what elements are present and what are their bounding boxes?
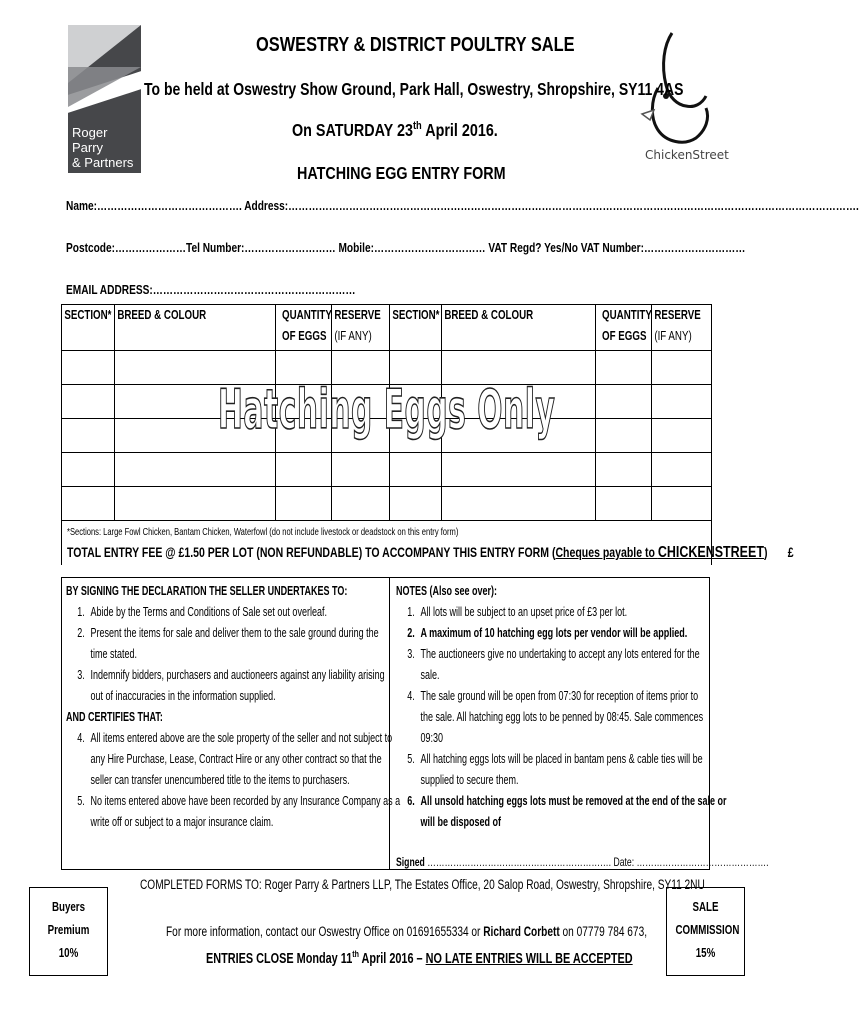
signature-line[interactable]: Signed ………………………………………………………. Date: ……………………………………….: [396, 855, 769, 869]
list-item: sale.: [420, 668, 440, 682]
logo-line-2: & Partners: [72, 155, 134, 170]
completed-forms-line: COMPLETED FORMS TO: Roger Parry & Partners LLP, The Estates Office, 20 Salop Road, Oswestry, Shropshire, SY11 2NU: [140, 877, 705, 892]
venue-line: To be held at Oswestry Show Ground, Park Hall, Oswestry, Shropshire, SY11 4AS: [144, 79, 684, 99]
roger-parry-logo: [68, 25, 141, 173]
list-item: 3. Indemnify bidders, purchasers and auctioneers against any liability arising: [77, 668, 385, 682]
sections-note-row: [62, 521, 712, 566]
list-item: 2. A maximum of 10 hatching egg lots per vendor will be applied.: [407, 626, 688, 640]
contact-field[interactable]: Postcode:…………………Tel Number:……………………… Mobile:…………………………… VAT Regd? Yes/No VAT Number:…………………………: [66, 240, 746, 255]
list-item: 1. Abide by the Terms and Conditions of Sale set out overleaf.: [77, 605, 327, 619]
table-row[interactable]: [62, 453, 712, 487]
entries-close-line: ENTRIES CLOSE Monday 11th April 2016 – NO LATE ENTRIES WILL BE ACCEPTED: [206, 948, 633, 967]
col-section-1: SECTION*: [62, 305, 115, 351]
info-line: For more information, contact our Oswestry Office on 01691655334 or Richard Corbett on 07779 784 673,: [166, 924, 648, 939]
col-quantity-1: QUANTITY OF EGGS: [276, 305, 332, 351]
list-item: time stated.: [90, 647, 138, 661]
list-item: 5. No items entered above have been recorded by any Insurance Company as a: [77, 794, 401, 808]
hatching-eggs-only-watermark: Hatching Eggs Only: [218, 378, 556, 441]
declaration-heading: BY SIGNING THE DECLARATION THE SELLER UNDERTAKES TO:: [66, 584, 348, 598]
certifies-heading: AND CERTIFIES THAT:: [66, 710, 163, 724]
list-item: supplied to secure them.: [420, 773, 519, 787]
entry-fee-line: TOTAL ENTRY FEE @ £1.50 PER LOT (NON REFUNDABLE) TO ACCOMPANY THIS ENTRY FORM (Cheques payable to CHICKENSTREET) £: [67, 544, 794, 561]
notes-heading: NOTES (Also see over):: [396, 584, 498, 598]
list-item: 2. Present the items for sale and deliver them to the sale ground during the: [77, 626, 379, 640]
list-item: 4. All items entered above are the sole property of the seller and not subject to: [77, 731, 393, 745]
list-item: any Hire Purchase, Lease, Contract Hire or any other contract so that the: [90, 752, 382, 766]
sections-note: *Sections: Large Fowl Chicken, Bantam Chicken, Waterfowl (do not include livestock or deadstock on this entry form): [67, 526, 459, 538]
list-item: 5. All hatching eggs lots will be placed in bantam pens & cable ties will be: [407, 752, 703, 766]
email-field[interactable]: EMAIL ADDRESS:……………………………………………………: [66, 282, 356, 297]
logo-line-1: Roger Parry: [72, 125, 108, 155]
table-header-row: [62, 305, 712, 351]
list-item: will be disposed of: [420, 815, 501, 829]
list-item: 3. The auctioneers give no undertaking to accept any lots entered for the: [407, 647, 700, 661]
list-item: write off or subject to a major insurance claim.: [90, 815, 274, 829]
list-item: 1. All lots will be subject to an upset price of £3 per lot.: [407, 605, 628, 619]
col-reserve-2: RESERVE (IF ANY): [652, 305, 712, 351]
list-item: out of inaccuracies in the information supplied.: [90, 689, 276, 703]
page-title: OSWESTRY & DISTRICT POULTRY SALE: [256, 34, 575, 56]
date-line: On SATURDAY 23th April 2016.: [292, 120, 498, 140]
sale-commission-box: SALE COMMISSION 15%: [666, 887, 745, 976]
chickenstreet-wordmark: ChickenStreet: [645, 148, 729, 162]
table-row[interactable]: [62, 487, 712, 521]
col-quantity-2: QUANTITY OF EGGS: [596, 305, 652, 351]
col-reserve-1: RESERVE (IF ANY): [332, 305, 390, 351]
col-breed-1: BREED & COLOUR: [115, 305, 276, 351]
name-address-field[interactable]: Name:……………………………………. Address:…………………………………………………………………………………………………………………………………………………….: [66, 198, 859, 213]
list-item: 4. The sale ground will be open from 07:30 for reception of items prior to: [407, 689, 699, 703]
col-breed-2: BREED & COLOUR: [442, 305, 596, 351]
buyers-premium-box: Buyers Premium 10%: [29, 887, 108, 976]
list-item: the sale. All hatching egg lots to be penned by 08:45. Sale commences: [420, 710, 704, 724]
col-section-2: SECTION*: [390, 305, 442, 351]
list-item: 09:30: [420, 731, 444, 745]
list-item: 6. All unsold hatching eggs lots must be removed at the end of the sale or: [407, 794, 727, 808]
list-item: seller can transfer unencumbered title to the items to purchasers.: [90, 773, 350, 787]
notes-column: [396, 581, 855, 833]
form-title: HATCHING EGG ENTRY FORM: [297, 163, 506, 183]
